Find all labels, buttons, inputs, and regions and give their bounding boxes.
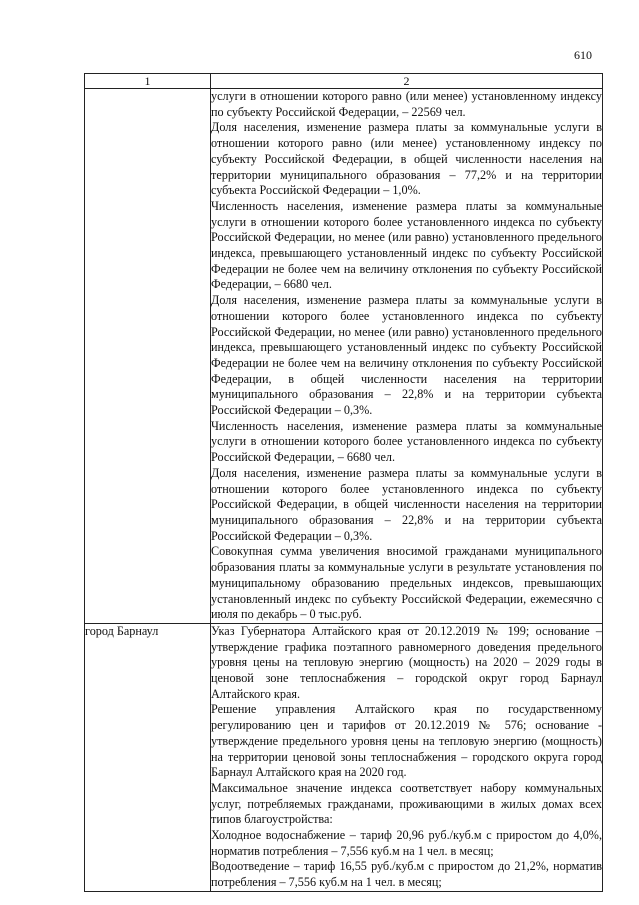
municipality-cell <box>85 89 211 624</box>
paragraph: Указ Губернатора Алтайского края от 20.12.2019 № 199; основание – утверждение графика поэтапного равномерного доведения предельного уровня цены на тепловую энергию (мощность) на 2020 – 2029 годы в ценовой зоне теплоснабжения – городской округ город Барнаул Алтайского края. <box>211 623 602 701</box>
paragraph: Максимальное значение индекса соответствует набору коммунальных услуг, потребляемых гражданами, проживающими в жилых домах всех типов благоустройства: <box>211 780 602 827</box>
table-header-row <box>85 74 603 89</box>
paragraph: Решение управления Алтайского края по государственному регулированию цен и тарифов от 20.12.2019 № 576; основание - утверждение предельного уровня цены на тепловую энергию (мощность) на территории ценовой зоны теплоснабжения – городского округа город Барнаул Алтайского края на 2020 год. <box>211 702 602 780</box>
paragraph: Доля населения, изменение размера платы за коммунальные услуги в отношении которого более установленного индекса по субъекту Российской Федерации, в общей численности населения на территории муниципального образования – 22,8% и на территории субъекта Российской Федерации – 0,3%. <box>211 465 602 543</box>
column-1-header: 1 <box>85 74 211 89</box>
document-table <box>84 73 603 892</box>
description-cell <box>211 89 603 624</box>
paragraph: Холодное водоснабжение – тариф 20,96 руб./куб.м с приростом до 4,0%, норматив потребления – 7,556 куб.м на 1 чел. в месяц; <box>211 828 602 858</box>
paragraph: Доля населения, изменение размера платы за коммунальные услуги в отношении которого равно (или менее) установленному индексу по субъекту Российской Федерации, в общей численности населения на территории муниципального образования – 77,2% и на территории субъекта Российской Федерации – 1,0%. <box>211 120 602 198</box>
table-row <box>85 623 603 891</box>
description-cell <box>211 623 603 891</box>
paragraph: Совокупная сумма увеличения вносимой гражданами муниципального образования платы за коммунальные услуги в результате установления по муниципальному образованию предельных индексов, превышающих установленный индекс по субъекту Российской Федерации, ежемесячно с июля по декабрь – 0 тыс.руб. <box>211 544 602 622</box>
page-number: 610 <box>574 48 592 62</box>
paragraph: Водоотведение – тариф 16,55 руб./куб.м с приростом до 21,2%, норматив потребления – 7,556 куб.м на 1 чел. в месяц; <box>211 859 602 890</box>
paragraph: услуги в отношении которого равно (или менее) установленному индексу по субъекту Российской Федерации, – 22569 чел. <box>211 89 602 119</box>
table-row <box>85 89 603 624</box>
paragraph: Доля населения, изменение размера платы за коммунальные услуги в отношении которого более установленного индекса по субъекту Российской Федерации, но менее (или равно) установленного предельного индекса, превышающего установленный индекс по субъекту Российской Федерации не более чем на величину отклонения по субъекту Российской Федерации, в общей численности населения на территории муниципального образования – 22,8% и на территории субъекта Российской Федерации – 0,3%. <box>211 293 602 418</box>
paragraph: Численность населения, изменение размера платы за коммунальные услуги в отношении которого более установленного индекса по субъекту Российской Федерации, но менее (или равно) установленного предельного индекса, превышающего установленный индекс по субъекту Российской Федерации не более чем на величину отклонения по субъекту Российской Федерации, – 6680 чел. <box>211 198 602 292</box>
column-2-header: 2 <box>211 74 603 89</box>
paragraph: Численность населения, изменение размера платы за коммунальные услуги в отношении которого более установленного индекса по субъекту Российской Федерации, – 6680 чел. <box>211 418 602 465</box>
municipality-cell: город Барнаул <box>85 623 211 891</box>
